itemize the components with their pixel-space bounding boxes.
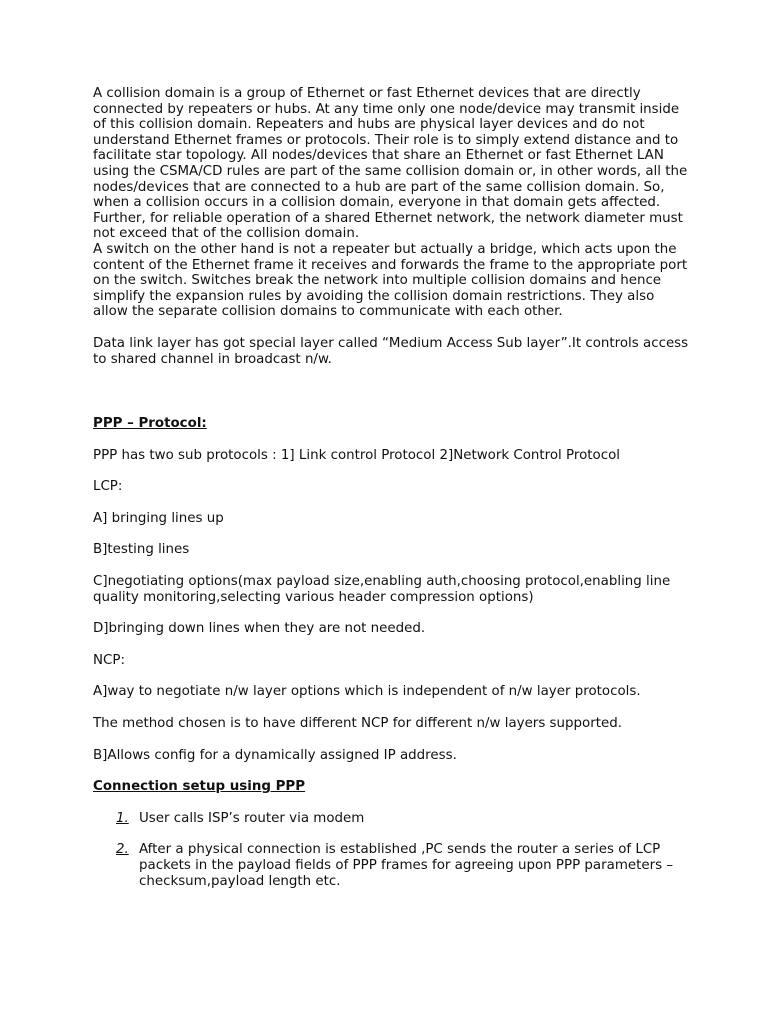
- ncp-item: The method chosen is to have different NCP for different n/w layers supported.: [93, 716, 622, 732]
- step-number: 2.: [116, 842, 129, 858]
- ppp-heading: PPP – Protocol:: [93, 416, 207, 432]
- ncp-item: B]Allows config for a dynamically assigned IP address.: [93, 747, 457, 763]
- lcp-item: D]bringing down lines when they are not needed.: [93, 621, 426, 637]
- step-text: User calls ISP’s router via modem: [139, 810, 365, 826]
- lcp-item: C]negotiating options(max payload size,enabling auth,choosing protocol,enabling line quality monitoring,selecting various header compression options): [93, 574, 671, 605]
- step-text: After a physical connection is established ,PC sends the router a series of LCP packets in the payload fields of PPP frames for agreeing upon PPP parameters – checksum,payload length etc.: [139, 842, 674, 889]
- ncp-item: A]way to negotiate n/w layer options which is independent of n/w layer protocols.: [93, 684, 641, 700]
- paragraph-collision-domain: A collision domain is a group of Ethernet or fast Ethernet devices that are directly connected by repeaters or hubs. At any time only one node/device may transmit inside of this collision domain. Repeaters and hubs are physical layer devices and do not understand Ethernet frames or protocols. Their role is to simply extend distance and to facilitate star topology. All nodes/devices that share an Ethernet or fast Ethernet LAN using the CSMA/CD rules are part of the same collision domain or, in other words, all the nodes/devices that are connected to a hub are part of the same collision domain. So, when a collision occurs in a collision domain, everyone in that domain gets affected. Further, for reliable operation of a shared Ethernet network, the network diameter must not exceed that of the collision domain.: [93, 86, 688, 242]
- ncp-label: NCP:: [93, 652, 125, 668]
- ppp-intro: PPP has two sub protocols : 1] Link control Protocol 2]Network Control Protocol: [93, 447, 620, 463]
- connection-step: [93, 811, 693, 827]
- lcp-item: A] bringing lines up: [93, 510, 224, 526]
- connection-step: [93, 842, 693, 889]
- paragraph-data-link: Data link layer has got special layer called “Medium Access Sub layer”.It controls access to shared channel in broadcast n/w.: [93, 335, 689, 367]
- paragraph-switch: A switch on the other hand is not a repeater but actually a bridge, which acts upon the content of the Ethernet frame it receives and forwards the frame to the appropriate port on the switch. Switches break the network into multiple collision domains and hence simplify the expansion rules by avoiding the collision domain restrictions. They also allow the separate collision domains to communicate with each other.: [93, 241, 688, 320]
- document-page: [93, 86, 693, 889]
- step-number: 1.: [116, 810, 129, 826]
- lcp-label: LCP:: [93, 479, 123, 495]
- connection-steps: [93, 811, 693, 889]
- lcp-item: B]testing lines: [93, 542, 190, 558]
- connection-heading: Connection setup using PPP: [93, 779, 306, 795]
